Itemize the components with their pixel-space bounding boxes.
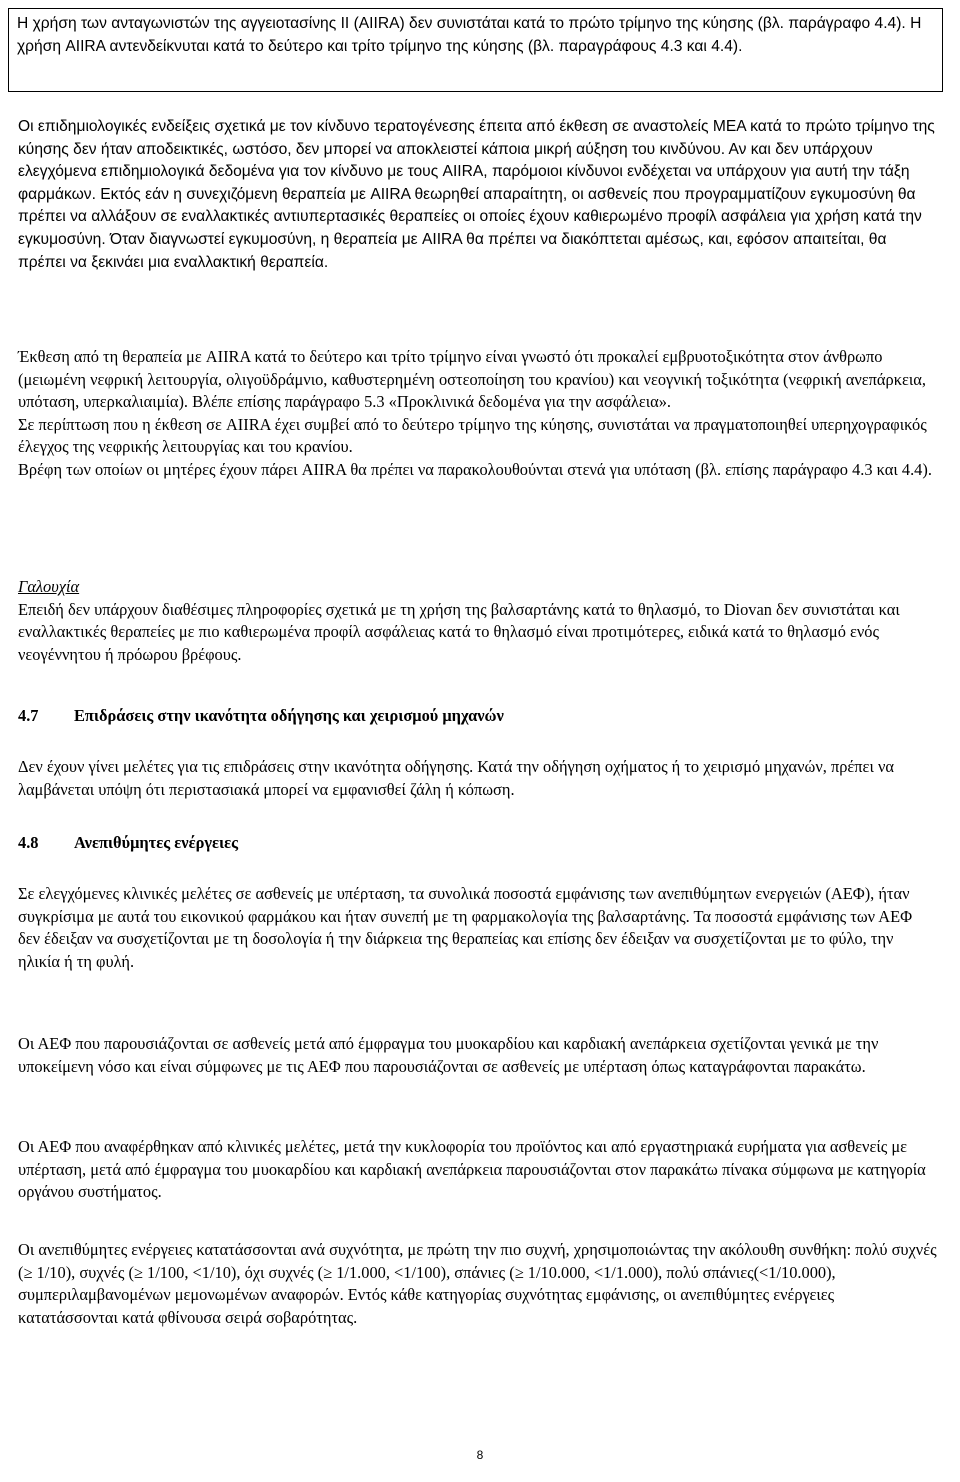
section-pregnancy <box>18 346 938 482</box>
section-driving <box>18 756 938 801</box>
heading-4-7-number: 4.7 <box>18 706 39 725</box>
heading-4-8-text: Ανεπιθύμητες ενέργειες <box>74 833 239 852</box>
section-adverse-2 <box>18 1033 938 1078</box>
paragraph-epidemiology: Οι επιδημιολογικές ενδείξεις σχετικά με τον κίνδυνο τερατογένεσης έπειτα από έκθεση σε αναστολείς ΜΕΑ κατά το πρώτο τρίμηνο της κύησης δεν ήταν αποδεικτικές, ωστόσο, δεν μπορεί να αποκλειστεί κάποια μικρή αύξηση του κινδύνου. Αν και δεν υπάρχουν ελεγχόμενα επιδημιολογικά δεδομένα για τον κίνδυνο με τους AIIRA, παρόμοιοι κίνδυνοι ενδέχεται να υπάρχουν για αυτή την τάξη φαρμάκων. Εκτός εάν η συνεχιζόμενη θεραπεία με AIIRA θεωρηθεί απαραίτητη, οι ασθενείς που προγραμματίζουν εγκυμοσύνη θα πρέπει να αλλάξουν σε εναλλακτικές αντιυπερτασικές θεραπείες οι οποίες έχουν καθιερωμένο προφίλ ασφάλεια για χρήση κατά την εγκυμοσύνη. Όταν διαγνωστεί εγκυμοσύνη, η θεραπεία με AIIRA θα πρέπει να διακόπτεται αμέσως, και, εφόσον απαιτείται, θα πρέπει να ξεκινάει μια εναλλακτική θεραπεία. <box>18 118 935 271</box>
page-number: 8 <box>476 1448 484 1462</box>
paragraph-ultrasound: Σε περίπτωση που η έκθεση σε AIIRA έχει συμβεί από το δεύτερο τρίμηνο της κύησης, συνιστάται να πραγματοποιηθεί υπερηχογραφικός έλεγχος της νεφρικής λειτουργίας και του κρανίου. <box>18 414 927 457</box>
heading-4-7 <box>18 705 938 728</box>
paragraph-frequency: Οι ανεπιθύμητες ενέργειες κατατάσσονται ανά συχνότητα, με πρώτη την πιο συχνή, χρησιμοποιώντας την ακόλουθη συνθήκη: πολύ συχνές (≥ 1/10), συχνές (≥ 1/100, <1/10), όχι συχνές (≥ 1/1.000, <1/100), σπάνιες (≥ 1/10.000, <1/1.000), πολύ σπάνιες(<1/10.000), συμπεριλαμβανομένων μεμονωμένων αναφορών. Εντός κάθε κατηγορίας συχνότητας εμφάνισης, οι ανεπιθύμητες ενέργειες κατατάσσονται κατά φθίνουσα σειρά σοβαρότητας. <box>18 1240 937 1327</box>
section-lactation <box>18 576 938 666</box>
heading-4-7-text: Επιδράσεις στην ικανότητα οδήγησης και χειρισμού μηχανών <box>74 706 504 725</box>
paragraph-fetotoxicity: Έκθεση από τη θεραπεία με AIIRA κατά το δεύτερο και τρίτο τρίμηνο είναι γνωστό ότι προκαλεί εμβρυοτοξικότητα στον άνθρωπο (μειωμένη νεφρική λειτουργία, ολιγοϋδράμνιο, καθυστερημένη οστεοποίηση του κρανίου) και νεογνική τοξικότητα (νεφρική ανεπάρκεια, υπόταση, υπερκαλιαιμία). Βλέπε επίσης παράγραφο 5.3 «Προκλινικά δεδομένα για την ασφάλεια». <box>18 347 926 412</box>
paragraph-lactation: Επειδή δεν υπάρχουν διαθέσιμες πληροφορίες σχετικά με τη χρήση της βαλσαρτάνης κατά το θηλασμό, το Diovan δεν συνιστάται και εναλλακτικές θεραπείες με πιο καθιερωμένα προφίλ ασφάλειας κατά το θηλασμό είναι προτιμότερες, ειδικά κατά το θηλασμό ενός νεογέννητου ή πρόωρου βρέφους. <box>18 599 900 664</box>
warning-text: Η χρήση των ανταγωνιστών της αγγειοτασίνης ΙΙ (AIIRA) δεν συνιστάται κατά το πρώτο τρίμηνο της κύησης (βλ. παράγραφο 4.4). Η χρήση AIIRA αντενδείκνυται κατά το δεύτερο και τρίτο τρίμηνο της κύησης (βλ. παραγράφους 4.3 και 4.4). <box>17 15 922 55</box>
section-adverse-1 <box>18 883 938 973</box>
lactation-title: Γαλουχία <box>18 577 80 596</box>
heading-4-8 <box>18 832 938 855</box>
paragraph-mi-heart-failure: Οι ΑΕΦ που παρουσιάζονται σε ασθενείς μετά από έμφραγμα του μυοκαρδίου και καρδιακή ανεπάρκεια σχετίζονται γενικά με την υποκείμενη νόσο και είναι σύμφωνες με τις ΑΕΦ που παρουσιάζονται σε ασθενείς με υπέρταση όπως καταγράφονται παρακάτω. <box>18 1034 879 1076</box>
section-pregnancy-sans <box>18 116 938 274</box>
paragraph-infants: Βρέφη των οποίων οι μητέρες έχουν πάρει AIIRA θα πρέπει να παρακολουθούνται στενά για υπόταση (βλ. επίσης παράγραφο 4.3 και 4.4). <box>18 459 932 479</box>
paragraph-reported-aes: Οι ΑΕΦ που αναφέρθηκαν από κλινικές μελέτες, μετά την κυκλοφορία του προϊόντος και από εργαστηριακά ευρήματα για ασθενείς με υπέρταση, μετά από έμφραγμα του μυοκαρδίου και καρδιακή ανεπάρκεια παρουσιάζονται στον παρακάτω πίνακα σύμφωνα με κατηγορία οργάνου συστήματος. <box>18 1137 926 1202</box>
paragraph-controlled-studies: Σε ελεγχόμενες κλινικές μελέτες σε ασθενείς με υπέρταση, τα συνολικά ποσοστά εμφάνισης των ανεπιθύμητων ενεργειών (ΑΕΦ), ήταν συγκρίσιμα με αυτά του εικονικού φαρμάκου και ήταν συνεπή με τη φαρμακολογία της βαλσαρτάνης. Τα ποσοστά εμφάνισης των ΑΕΦ δεν έδειξαν να συσχετίζονται με τη δοσολογία ή την διάρκεια της θεραπείας και επίσης δεν έδειξαν να συσχετίζονται με το φύλο, την ηλικία ή τη φυλή. <box>18 884 913 971</box>
section-adverse-3 <box>18 1136 938 1204</box>
heading-4-8-number: 4.8 <box>18 833 39 852</box>
warning-box <box>8 8 943 92</box>
paragraph-driving: Δεν έχουν γίνει μελέτες για τις επιδράσεις στην ικανότητα οδήγησης. Κατά την οδήγηση οχήματος ή το χειρισμό μηχανών, πρέπει να λαμβάνεται υπόψη ότι περιστασιακά μπορεί να εμφανισθεί ζάλη ή κόπωση. <box>18 757 894 799</box>
section-adverse-4 <box>18 1239 938 1329</box>
